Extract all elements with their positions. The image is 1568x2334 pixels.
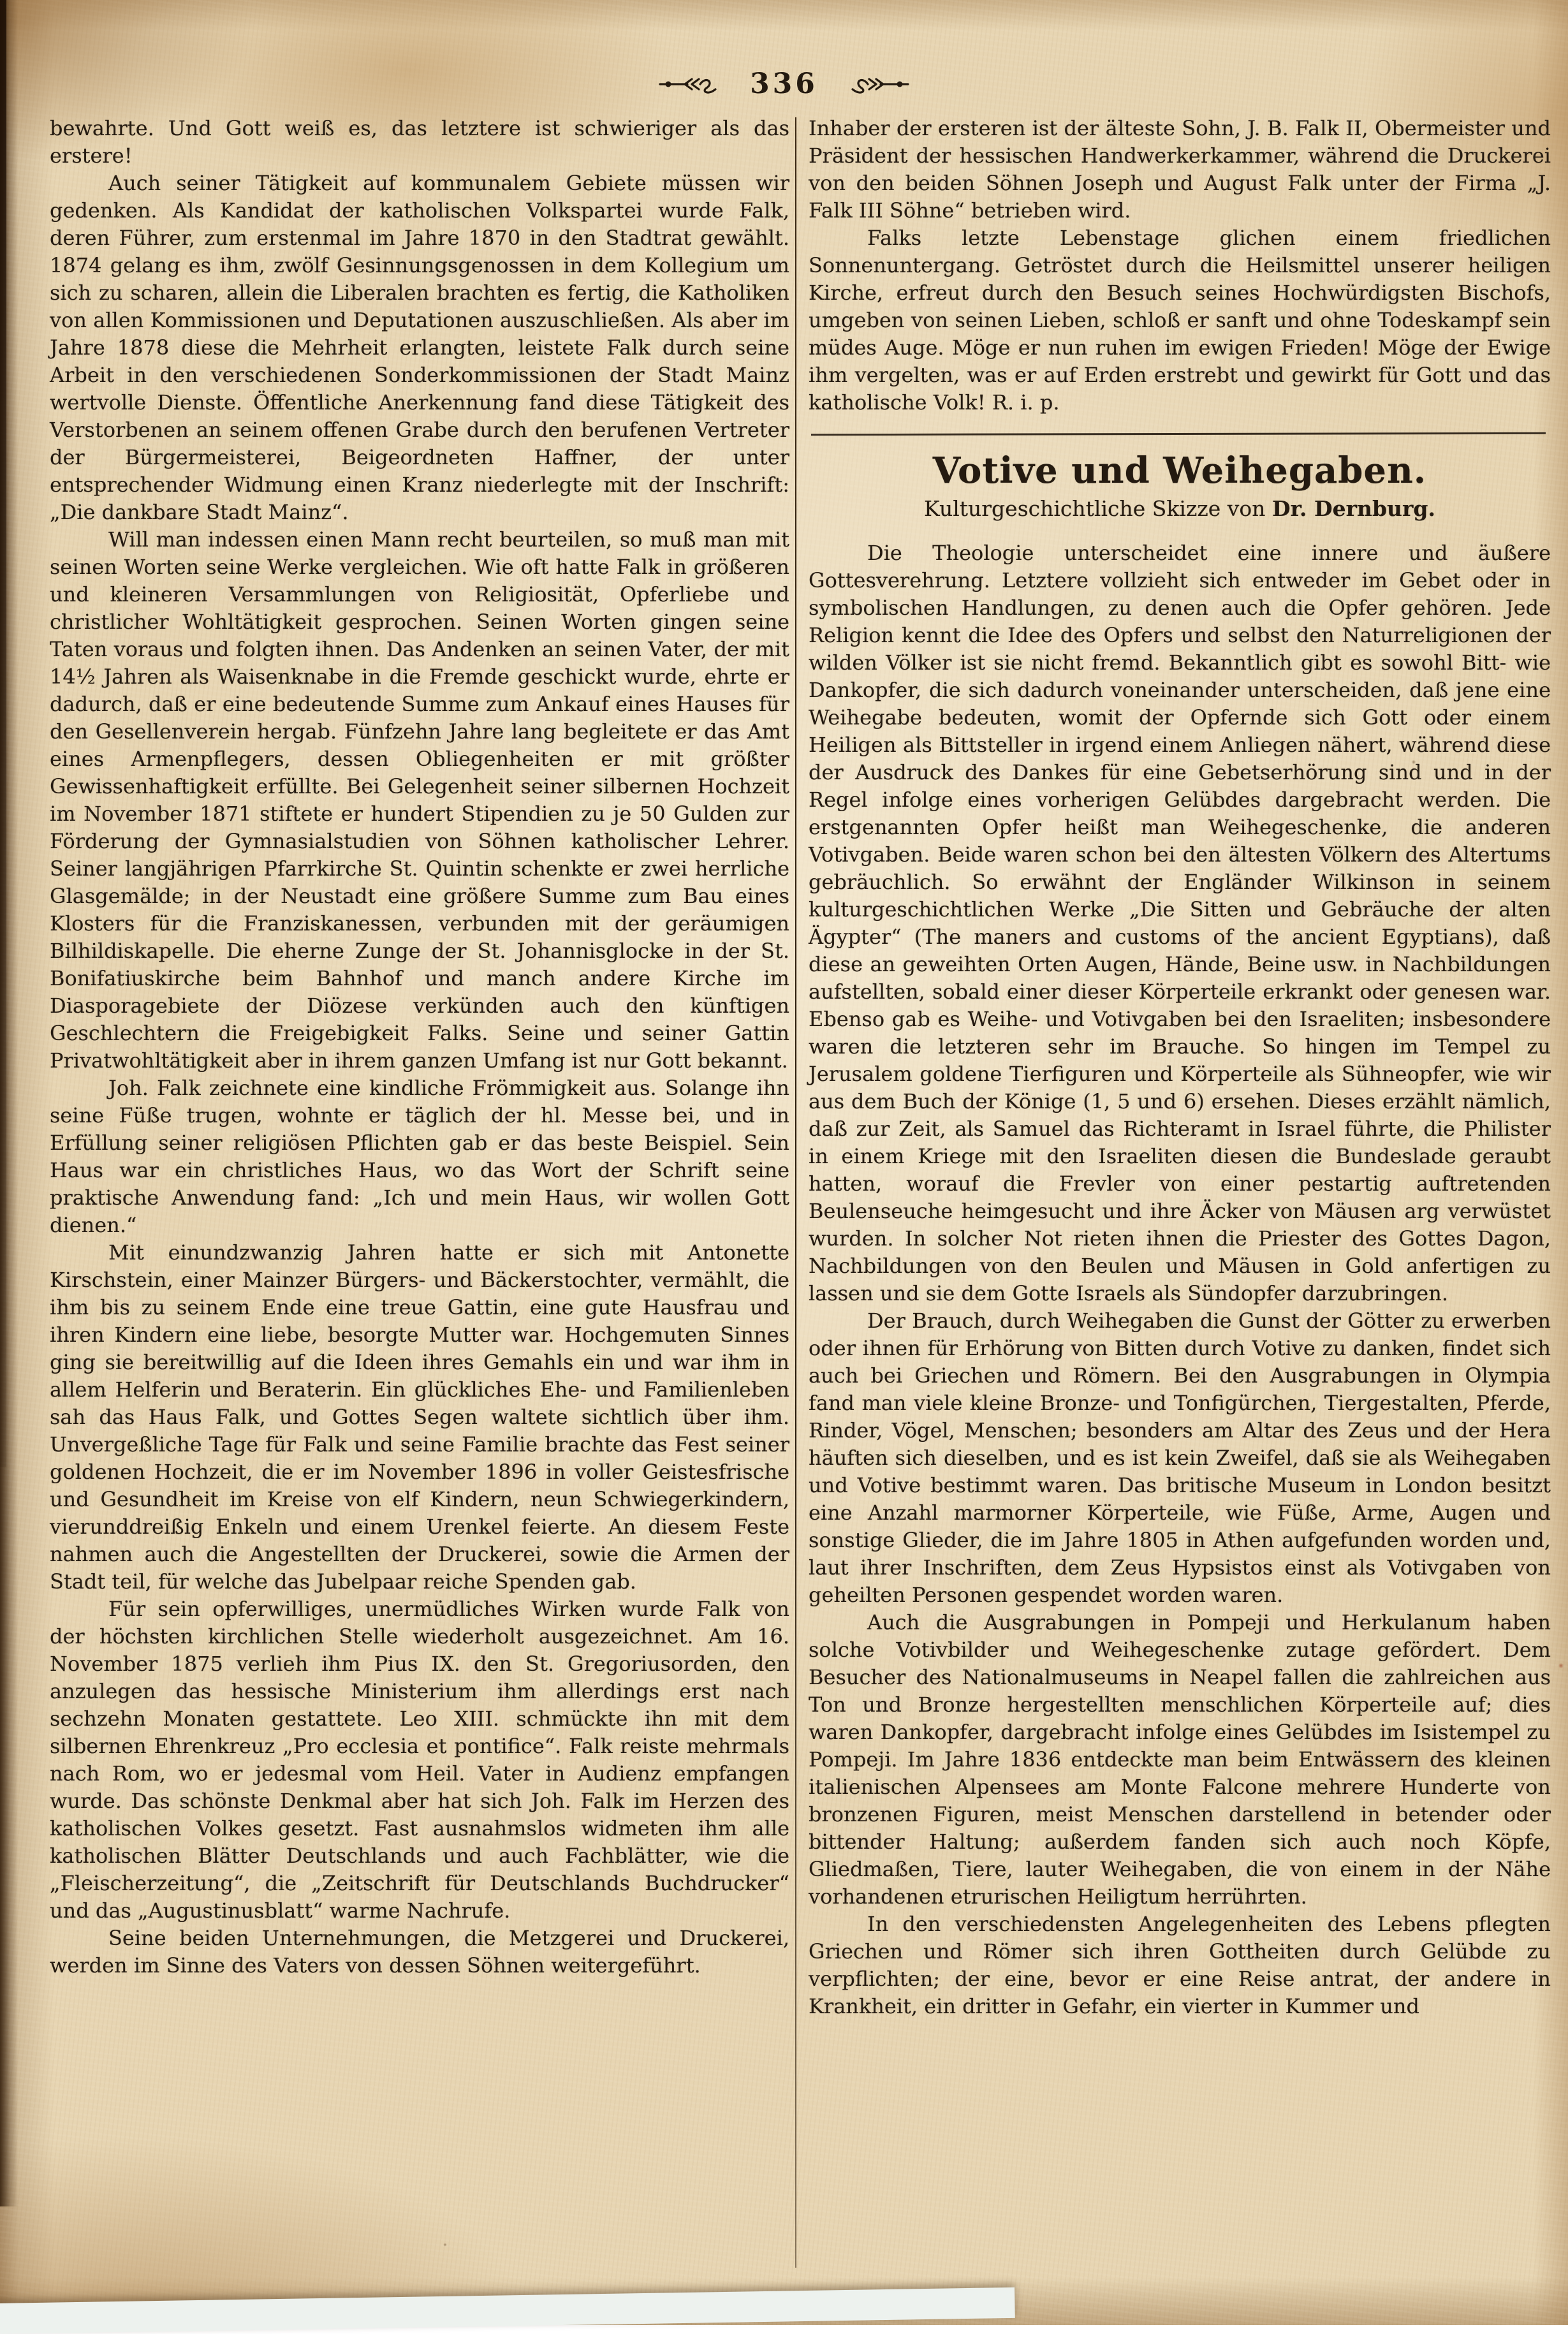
article-title: Votive und Weihegaben.	[932, 450, 1427, 492]
obituary-end-paragraphs	[809, 115, 1551, 416]
paragraph: Für sein opferwilliges, unermüdliches Wirken wurde Falk von der höchsten kirchlichen Stelle wiederholt ausgezeichnet. Am 16. November 1875 verlieh ihm Pius IX. den St. Gregoriusorden, den anzulegen das hessische Ministerium ihm allerdings erst nach sechzehn Monaten gestattete. Leo XIII. schmückte ihn mit dem silbernen Ehrenkreuz „Pro ecclesia et pontifice“. Falk reiste mehrmals nach Rom, wo er jedesmal vom Heil. Vater in Audienz empfangen wurde. Das schönste Denkmal aber hat sich Joh. Falk im Herzen des katholischen Volkes gesetzt. Fast ausnahmslos widmeten ihm alle katholischen Blätter Deutschlands und auch Fachblätter, wie die „Fleischerzeitung“, die „Zeitschrift für Deutschlands Buchdrucker“ und das „Augustinusblatt“ warme Nachrufe.	[50, 1597, 789, 1923]
paragraph: Die Theologie unterscheidet eine innere und äußere Gottesverehrung. Letztere vollzieht sich entweder im Gebet oder in symbolischen Handlungen, zu denen auch die Opfer gehören. Jede Religion kennt die Idee des Opfers und selbst den Naturreligionen der wilden Völker ist sie nicht fremd. Bekanntlich gibt es sowohl Bitt- wie Dankopfer, die sich dadurch voneinander unterscheiden, daß jene eine Weihegabe bedeuten, womit der Opfernde sich Gott oder einem Heiligen als Bittsteller in irgend einem Anliegen nähert, während diese der Ausdruck des Dankes für eine Gebetserhörung sind und in der Regel infolge eines vorherigen Gelübdes dargebracht werden. Die erstgenannten Opfer heißt man Weihegeschenke, die anderen Votivgaben. Beide waren schon bei den ältesten Völkern des Altertums gebräuchlich. So erwähnt der Engländer Wilkinson in seinem kulturgeschichtlichen Werke „Die Sitten und Gebräuche der alten Ägypter“ (The maners and customs of the ancient Egyptians), daß diese an geweihten Orten Augen, Hände, Beine usw. in Nachbildungen aufstellten, sobald einer dieser Körperteile erkrankt oder genesen war. Ebenso gab es Weihe- und Votivgaben bei den Israeliten; insbesondere waren die letzteren sehr im Brauche. So hingen im Tempel zu Jerusalem goldene Tierfiguren und Körperteile als Sühneopfer, wie wir aus dem Buch der Könige (1, 5 und 6) ersehen. Dieses erzählt nämlich, daß zur Zeit, als Samuel das Richteramt in Israel führte, die Philister in einem Kriege mit den Israeliten diesen die Bundeslade geraubt hatten, worauf die Frevler von einer pestartig auftretenden Beulenseuche heimgesucht und ihre Äcker von Mäusen arg verwüstet wurden. In solcher Not rieten ihnen die Priester des Gottes Dagon, Nachbildungen von den Beulen und Mäusen in Gold anfertigen zu lassen und sie dem Gotte Israels als Sündopfer darzubringen.	[809, 540, 1551, 1305]
page-header	[0, 70, 1568, 98]
paragraph: Will man indessen einen Mann recht beurteilen, so muß man mit seinen Worten seine Werke vergleichen. Wie oft hatte Falk in größeren und kleineren Versammlungen von Religiosität, Opferliebe und christlicher Wohltätigkeit gesprochen. Seinen Worten gingen seine Taten voraus und folgten ihnen. Das Andenken an seinen Vater, der mit 14½ Jahren als Waisenknabe in die Fremde geschickt wurde, ehrte er dadurch, daß er eine bedeutende Summe zum Ankauf eines Hauses für den Gesellenverein hergab. Fünfzehn Jahre lang begleitete er das Amt eines Armenpflegers, dessen Obliegenheiten er mit größter Gewissenhaftigkeit erfüllte. Bei Gelegenheit seiner silbernen Hochzeit im November 1871 stiftete er hundert Stipendien zu je 50 Gulden zur Förderung der Gymnasialstudien von Söhnen katholischer Lehrer. Seiner langjährigen Pfarrkirche St. Quintin schenkte er zwei herrliche Glasgemälde; in der Neustadt eine größere Summe zum Bau eines Klosters für die Franziskanessen, verbunden mit der geräumigen Bilhildiskapelle. Die eherne Zunge der St. Johannisglocke in der St. Bonifatiuskirche beim Bahnhof und manch andere Kirche im Diasporagebiete der Diözese verkünden auch den künftigen Geschlechtern die Freigebigkeit Falks. Seine und seiner Gattin Privatwohltätigkeit aber in ihrem ganzen Umfang ist nur Gott bekannt.	[50, 527, 789, 1073]
paragraph: Joh. Falk zeichnete eine kindliche Frömmigkeit aus. Solange ihn seine Füße trugen, wohnte er täglich der hl. Messe bei, und in Erfüllung seiner religiösen Pflichten gab er das beste Beispiel. Sein Haus war ein christliches Haus, wo das Wort der Schrift seine praktische Anwendung fand: „Ich und mein Haus, wir wollen Gott dienen.“	[50, 1076, 789, 1237]
article-subtitle	[809, 496, 1551, 522]
article-subtitle-text: Kulturgeschichtliche Skizze von	[924, 496, 1272, 522]
paragraph: Der Brauch, durch Weihegaben die Gunst der Götter zu erwerben oder ihnen für Erhörung von Bitten durch Votive zu danken, findet sich auch bei Griechen und Römern. Bei den Ausgrabungen in Olympia fand man viele kleine Bronze- und Tonfigürchen, Tiergestalten, Pferde, Rinder, Vögel, Menschen; besonders am Altar des Zeus und der Hera häuften sich dieselben, und es ist kein Zweifel, daß sie als Weihegaben und Votive bestimmt waren. Das britische Museum in London besitzt eine Anzahl marmorner Körperteile, wie Füße, Arme, Augen und sonstige Glieder, die im Jahre 1805 in Athen aufgefunden worden und, laut ihrer Inschriften, dem Zeus Hypsistos einst als Votivgaben von geheilten Personen gespendet worden waren.	[809, 1308, 1551, 1607]
column-divider-rule	[795, 117, 796, 2268]
left-column	[50, 115, 789, 1979]
ornament-left-icon	[658, 74, 722, 94]
scanner-background-sliver	[0, 2287, 1015, 2334]
article-author: Dr. Dernburg.	[1272, 496, 1435, 522]
page-number: 336	[750, 68, 818, 100]
paragraph: Seine beiden Unternehmungen, die Metzgerei und Druckerei, werden im Sinne des Vaters von dessen Söhnen weitergeführt.	[50, 1926, 789, 1978]
text-columns	[50, 115, 1552, 2268]
paragraph: Falks letzte Lebenstage glichen einem friedlichen Sonnenuntergang. Getröstet durch die Heilsmittel unserer heiligen Kirche, erfreut durch den Besuch seines Hochwürdigsten Bischofs, umgeben von seinen Lieben, schloß er sanft und ohne Todeskampf sein müdes Auge. Möge er nun ruhen im ewigen Frieden! Möge der Ewige ihm vergelten, was er auf Erden erstrebt und gewirkt für Gott und das katholische Volk! R. i. p.	[809, 226, 1551, 415]
scan-edge-dark-strip	[0, 0, 6, 1467]
paragraph: In den verschiedensten Angelegenheiten des Lebens pflegten Griechen und Römer sich ihren Gottheiten durch Gelübde zu verpflichten; der eine, bevor er eine Reise antrat, der andere in Krankheit, ein dritter in Gefahr, ein vierter in Kummer und	[809, 1911, 1551, 2018]
article-paragraphs	[809, 539, 1551, 2020]
article-divider-rule	[811, 432, 1546, 436]
paragraph: Auch seiner Tätigkeit auf kommunalem Gebiete müssen wir gedenken. Als Kandidat der katholischen Volkspartei wurde Falk, deren Führer, zum erstenmal im Jahre 1870 in den Stadtrat gewählt. 1874 gelang es ihm, zwölf Gesinnungsgenossen in dem Kollegium um sich zu scharen, allein die Liberalen brachten es fertig, die Katholiken von allen Kommissionen und Deputationen auszuschließen. Als aber im Jahre 1878 diese die Mehrheit erlangten, leistete Falk durch seine Arbeit in den verschiedenen Sonderkommissionen der Stadt Mainz wertvolle Dienste. Öffentliche Anerkennung fand diese Tätigkeit des Verstorbenen an seinem offenen Grabe durch den berufenen Vertreter der Bürgermeisterei, Beigeordneten Haffner, der unter entsprechender Widmung einen Kranz niederlegte mit der Inschrift: „Die dankbare Stadt Mainz“.	[50, 171, 789, 524]
paragraph: Inhaber der ersteren ist der älteste Sohn, J. B. Falk II, Obermeister und Präsident der hessischen Handwerkerkammer, während die Druckerei von den beiden Söhnen Joseph und August Falk unter der Firma „J. Falk III Söhne“ betrieben wird.	[809, 116, 1551, 223]
ornament-right-icon	[846, 74, 910, 94]
paragraph: Mit einundzwanzig Jahren hatte er sich mit Antonette Kirschstein, einer Mainzer Bürgers- und Bäckerstochter, vermählt, die ihm bis zu seinem Ende eine treue Gattin, eine gute Hausfrau und ihren Kindern eine liebe, besorgte Mutter war. Hochgemuten Sinnes ging sie bereitwillig auf die Ideen ihres Gemahls ein und war ihm in allem Helferin und Beraterin. Ein glückliches Ehe- und Familienleben sah das Haus Falk, und Gottes Segen waltete sichtlich über ihm. Unvergeßliche Tage für Falk und seine Familie brachte das Fest seiner goldenen Hochzeit, die er im November 1896 in voller Geistesfrische und Gesundheit im Kreise von elf Kindern, neun Schwiegerkindern, vierunddreißig Enkeln und einem Urenkel feierte. An diesem Feste nahmen auch die Angestellten der Druckerei, sowie die Armen der Stadt teil, für welche das Jubelpaar reiche Spenden gab.	[50, 1240, 789, 1594]
right-column	[809, 115, 1551, 2020]
paragraph: Auch die Ausgrabungen in Pompeji und Herkulanum haben solche Votivbilder und Weihegeschenke zutage gefördert. Dem Besucher des Nationalmuseums in Neapel fallen die zahlreichen aus Ton und Bronze hergestellten menschlichen Körperteile auf; dies waren Dankopfer, dargebracht infolge eines Gelübdes im Isistempel zu Pompeji. Im Jahre 1836 entdeckte man beim Entwässern des kleinen italienischen Alpensees am Monte Falcone mehrere Hunderte von bronzenen Figuren, meist Menschen darstellend in betender oder bittender Haltung; außerdem fanden sich auch noch Köpfe, Gliedmaßen, Tiere, lauter Weihegaben, die von einem in der Nähe vorhandenen etrurischen Heiligtum herrührten.	[809, 1610, 1551, 1909]
left-column-paragraphs	[50, 115, 789, 1979]
paragraph: bewahrte. Und Gott weiß es, das letztere ist schwieriger als das erstere!	[50, 116, 789, 168]
